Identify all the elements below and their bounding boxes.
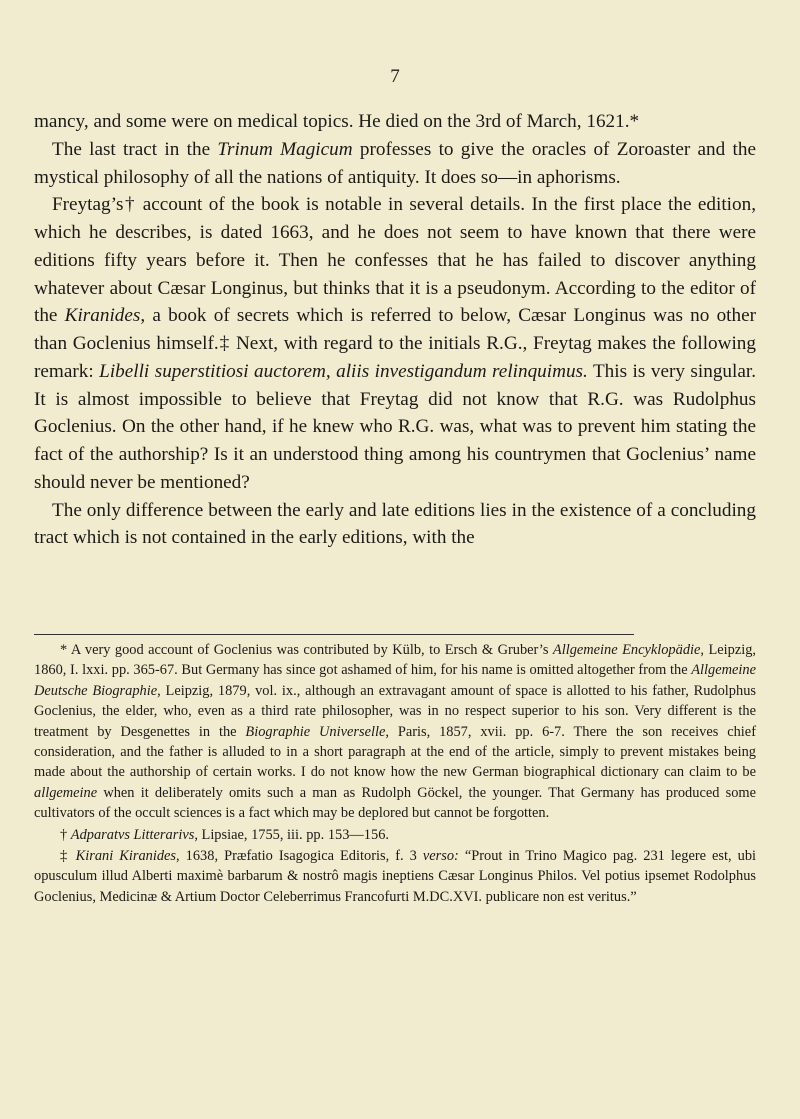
footnote-double-dagger: ‡ Kirani Kiranides, 1638, Præfatio Isagogica Editoris, f. 3 verso: “Prout in Trino Magico pag. 231 legere est, ubi opusculum illud Alberti maximè barbarum & nostrô magis ineptiens Cæsar Longinus Philos. Vel potius ipsemet Rodolphus Goclenius, Medicinæ & Artium Doctor Celeberrimus Francofurti M.DC.XVI. publicare non est veritus.” bbox=[34, 848, 757, 905]
paragraph-continued: mancy, and some were on medical topics. He died on the 3rd of March, 1621.* bbox=[34, 111, 640, 132]
book-page bbox=[34, 0, 756, 1119]
footnote-asterisk: * A very good account of Goclenius was contributed by Külb, to Ersch & Gruber’s Allgemeine Encyklopädie, Leipzig, 1860, I. lxxi. pp. 365-67. But Germany has since got ashamed of him, for his name is omitted altogether from the Allgemeine Deutsche Biographie, Leipzig, 1879, vol. ix., although an extravagant amount of space is allotted to his father, Rudolphus Goclenius, the elder, who, even as a third rate philosopher, was in no respect superior to his son. Very different is the treatment by Desgenettes in the Biographie Universelle, Paris, 1857, xvii. pp. 6-7. There the son receives chief consideration, and the father is alluded to in a short paragraph at the end of the article, simply to prevent mistakes being made about the authorship of certain works. I do not know how the new German biographical dictionary can claim to be allgemeine when it deliberately omits such a man as Rudolph Göckel, the younger. That Germany has produced some cultivators of the occult sciences is a fact which may be deplored but cannot be forgotten. bbox=[34, 642, 757, 822]
paragraph-trinum-magicum: The last tract in the Trinum Magicum professes to give the oracles of Zoroaster and the mystical philosophy of all the nations of antiquity. It does so—in aphorisms. bbox=[34, 138, 756, 188]
footnotes bbox=[34, 640, 756, 907]
paragraph-editions-difference: The only difference between the early and late editions lies in the existence of a concluding tract which is not contained in the early editions, with the bbox=[34, 499, 756, 549]
page-number: 7 bbox=[390, 66, 400, 87]
footnote-divider bbox=[34, 634, 634, 635]
paragraph-freytag-account: Freytag’s† account of the book is notable in several details. In the first place the edition, which he describes, is dated 1663, and he does not seem to have known that there were editions fifty years before it. Then he confesses that he has failed to discover anything whatever about Cæsar Longinus, but thinks that it is a pseudonym. According to the editor of the Kiranides, a book of secrets which is referred to below, Cæsar Longinus was no other than Goclenius himself.‡ Next, with regard to the initials R.G., Freytag makes the following remark: Libelli superstitiosi auctorem, aliis investigandum relinquimus. This is very singular. It is almost impossible to believe that Freytag did not know that R.G. was Rudolphus Goclenius. On the other hand, if he knew who R.G. was, what was to prevent him stating the fact of the authorship? Is it an understood thing among his countrymen that Goclenius’ name should never be mentioned? bbox=[34, 194, 756, 493]
body-text bbox=[34, 108, 756, 552]
footnote-dagger: † Adparatvs Litterarivs, Lipsiae, 1755, iii. pp. 153—156. bbox=[60, 826, 389, 843]
